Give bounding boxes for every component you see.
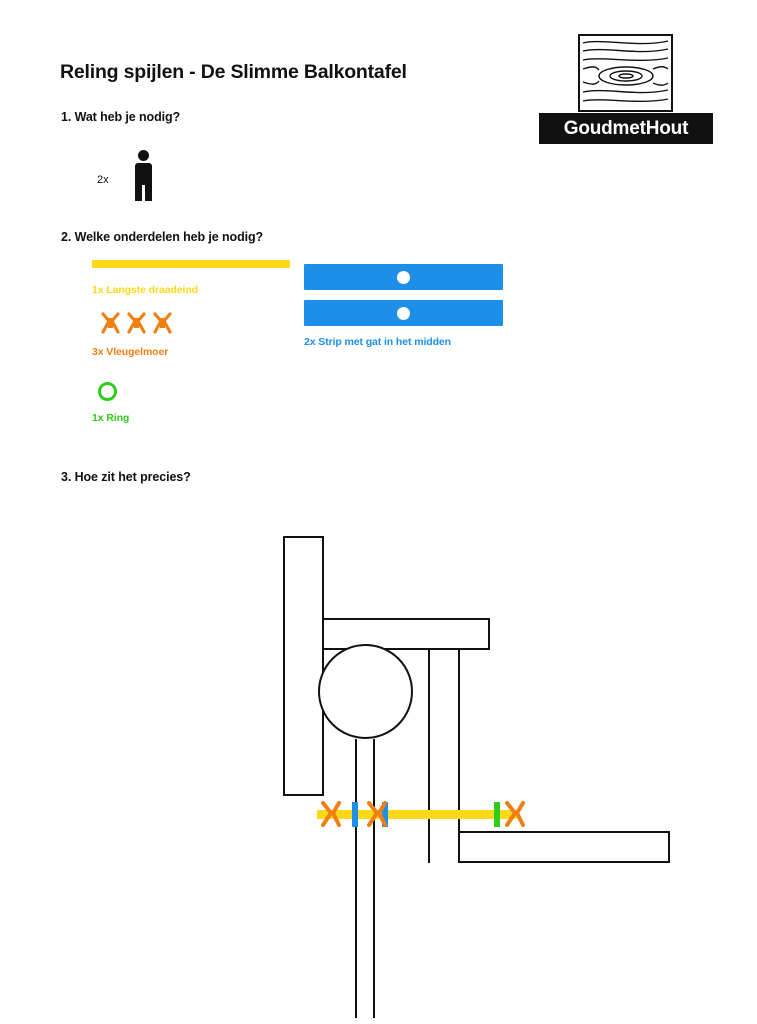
strip-hole-icon	[397, 271, 410, 284]
page-title: Reling spijlen - De Slimme Balkontafel	[60, 61, 407, 83]
metal-strip-label: 2x Strip met gat in het midden	[304, 336, 451, 348]
step-1-title: 1. Wat heb je nodig?	[61, 110, 181, 124]
diagram-metal-strip	[352, 802, 358, 827]
assembly-diagram	[242, 518, 712, 1018]
step-3-title: 3. Hoe zit het precies?	[61, 470, 191, 484]
person-icon	[130, 150, 156, 202]
wood-grain-icon	[578, 34, 673, 112]
diagram-washer-ring	[494, 802, 500, 827]
threaded-rod-icon	[92, 260, 290, 268]
person-count-label: 2x	[97, 174, 109, 186]
metal-strip-icon	[304, 264, 503, 290]
diagram-threaded-rod	[317, 810, 517, 819]
wing-nut-label: 3x Vleugelmoer	[92, 346, 169, 358]
wing-nut-icon	[127, 312, 146, 334]
step-2-title: 2. Welke onderdelen heb je nodig?	[61, 230, 264, 244]
rail-circle-icon	[318, 644, 413, 739]
washer-ring-icon	[98, 382, 117, 401]
document-sheet	[12, 8, 745, 1016]
wing-nut-icon	[101, 312, 120, 334]
metal-strip-icon	[304, 300, 503, 326]
brand-logo	[539, 34, 713, 144]
strip-hole-icon	[397, 307, 410, 320]
wing-nut-group	[92, 312, 242, 338]
people-required	[92, 150, 212, 210]
threaded-rod-label: 1x Langste draadeind	[92, 284, 198, 296]
washer-ring-label: 1x Ring	[92, 412, 130, 424]
brand-name: GoudmetHout	[539, 113, 713, 144]
diagram-wing-nut	[366, 800, 383, 828]
diagram-wing-nut	[504, 800, 521, 828]
wing-nut-icon	[153, 312, 172, 334]
diagram-wing-nut	[320, 800, 337, 828]
